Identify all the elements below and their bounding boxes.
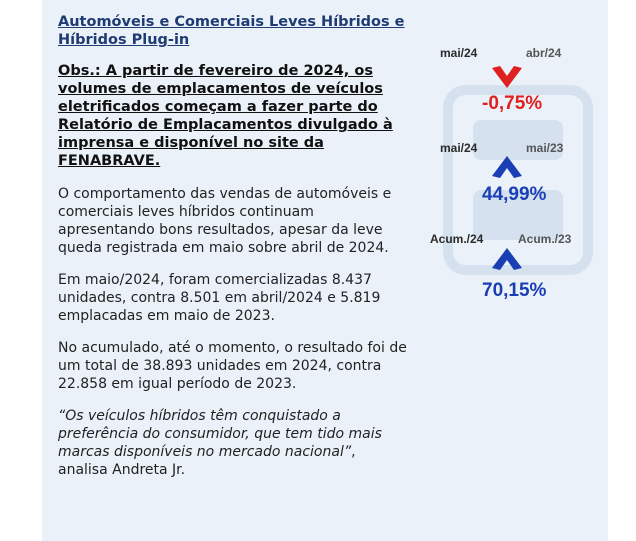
- quote-paragraph: [58, 407, 408, 479]
- stat-year-over-year: [418, 138, 608, 218]
- stat-current-label: Acum./24: [430, 232, 484, 246]
- arrow-down-icon: [490, 64, 524, 90]
- stat-value: -0,75%: [482, 93, 543, 114]
- stat-value: 44,99%: [482, 184, 547, 205]
- quote-text: “Os veículos híbridos têm conquistado a preferência do consumidor, que tem tido mais marcas disponíveis no mercado nacional”: [58, 408, 382, 460]
- paragraph-2: Em maio/2024, foram comercializadas 8.437 unidades, contra 8.501 em abril/2024 e 5.819 emplacadas em maio de 2023.: [58, 272, 381, 324]
- stat-accumulated: [418, 230, 608, 310]
- stat-previous-label: mai/23: [526, 141, 564, 155]
- arrow-up-icon: [490, 154, 524, 180]
- obs-note[interactable]: Obs.: A partir de fevereiro de 2024, os volumes de emplacamentos de veículos eletrificados começam a fazer parte do Relatório de Emplacamentos divulgado à imprensa e disponível no site da FENABRAVE.: [58, 63, 393, 169]
- stats-column: [418, 40, 608, 340]
- arrow-up-icon: [490, 246, 524, 272]
- stat-previous-label: abr/24: [526, 46, 562, 60]
- quote-attribution: , analisa Andreta Jr.: [58, 444, 356, 478]
- paragraph-3: No acumulado, até o momento, o resultado foi de um total de 38.893 unidades em 2024, contra 22.858 em igual período de 2023.: [58, 340, 407, 392]
- article-title[interactable]: Automóveis e Comerciais Leves Híbridos e Híbridos Plug-in: [58, 14, 405, 48]
- article-column: [58, 13, 408, 493]
- stat-month-over-month: [418, 40, 608, 120]
- paragraph-1: O comportamento das vendas de automóveis e comerciais leves híbridos continuam apresentando bons resultados, apesar da leve queda registrada em maio sobre abril de 2024.: [58, 186, 392, 256]
- stat-current-label: mai/24: [440, 46, 478, 60]
- stat-current-label: mai/24: [440, 141, 478, 155]
- stat-previous-label: Acum./23: [518, 232, 572, 246]
- stat-value: 70,15%: [482, 280, 547, 301]
